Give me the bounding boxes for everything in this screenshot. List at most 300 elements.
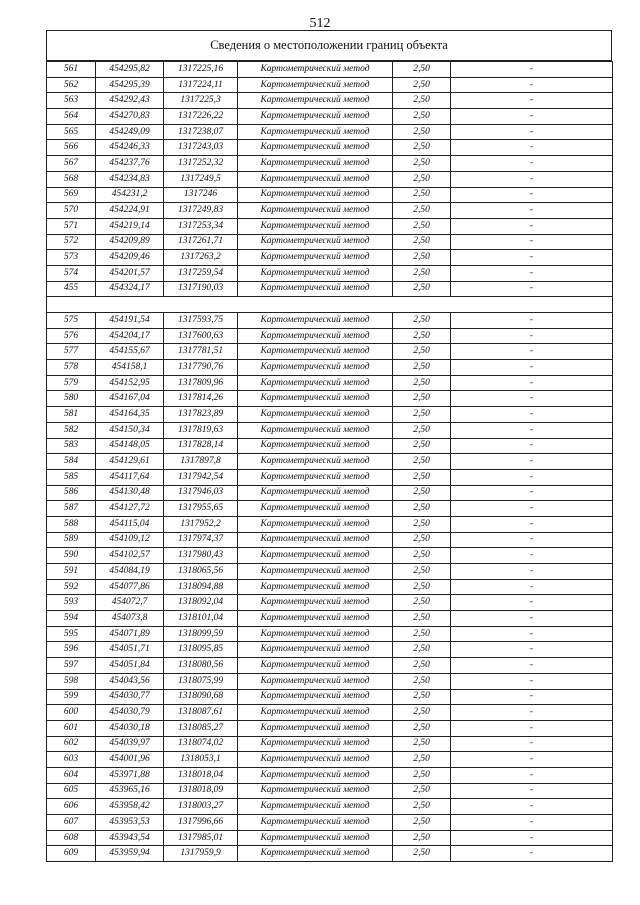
x-coordinate-cell: 454167,04	[96, 391, 164, 407]
accuracy-cell: 2,50	[393, 62, 451, 78]
table-row	[47, 391, 613, 407]
description-cell: -	[451, 611, 613, 627]
accuracy-cell: 2,50	[393, 501, 451, 517]
table-row	[47, 752, 613, 768]
point-number-cell: 587	[47, 501, 96, 517]
description-cell: -	[451, 344, 613, 360]
y-coordinate-cell: 1317974,37	[164, 532, 238, 548]
point-number-cell: 583	[47, 438, 96, 454]
point-number-cell: 584	[47, 454, 96, 470]
x-coordinate-cell: 453958,42	[96, 799, 164, 815]
separator-cell	[47, 297, 613, 313]
point-number-cell: 573	[47, 250, 96, 266]
table-row	[47, 658, 613, 674]
point-number-cell: 590	[47, 548, 96, 564]
accuracy-cell: 2,50	[393, 328, 451, 344]
y-coordinate-cell: 1317259,54	[164, 265, 238, 281]
x-coordinate-cell: 454270,83	[96, 109, 164, 125]
accuracy-cell: 2,50	[393, 203, 451, 219]
description-cell: -	[451, 250, 613, 266]
y-coordinate-cell: 1318080,56	[164, 658, 238, 674]
x-coordinate-cell: 454129,61	[96, 454, 164, 470]
description-cell: -	[451, 579, 613, 595]
x-coordinate-cell: 454039,97	[96, 736, 164, 752]
table-row	[47, 77, 613, 93]
table-row	[47, 595, 613, 611]
x-coordinate-cell: 454043,56	[96, 673, 164, 689]
table-row	[47, 767, 613, 783]
table-row	[47, 124, 613, 140]
method-cell: Картометрический метод	[238, 328, 393, 344]
description-cell: -	[451, 109, 613, 125]
description-cell: -	[451, 736, 613, 752]
method-cell: Картометрический метод	[238, 218, 393, 234]
method-cell: Картометрический метод	[238, 799, 393, 815]
point-number-cell: 571	[47, 218, 96, 234]
method-cell: Картометрический метод	[238, 344, 393, 360]
point-number-cell: 606	[47, 799, 96, 815]
description-cell: -	[451, 313, 613, 329]
point-number-cell: 601	[47, 720, 96, 736]
y-coordinate-cell: 1317190,03	[164, 281, 238, 297]
y-coordinate-cell: 1317225,3	[164, 93, 238, 109]
accuracy-cell: 2,50	[393, 658, 451, 674]
accuracy-cell: 2,50	[393, 93, 451, 109]
x-coordinate-cell: 454201,57	[96, 265, 164, 281]
x-coordinate-cell: 454030,79	[96, 705, 164, 721]
method-cell: Картометрический метод	[238, 171, 393, 187]
method-cell: Картометрический метод	[238, 124, 393, 140]
point-number-cell: 579	[47, 375, 96, 391]
table-row	[47, 344, 613, 360]
y-coordinate-cell: 1317952,2	[164, 516, 238, 532]
y-coordinate-cell: 1317238,07	[164, 124, 238, 140]
description-cell: -	[451, 187, 613, 203]
separator-row	[47, 297, 613, 313]
description-cell: -	[451, 767, 613, 783]
method-cell: Картометрический метод	[238, 156, 393, 172]
accuracy-cell: 2,50	[393, 265, 451, 281]
y-coordinate-cell: 1317225,16	[164, 62, 238, 78]
y-coordinate-cell: 1318075,99	[164, 673, 238, 689]
table-row	[47, 516, 613, 532]
accuracy-cell: 2,50	[393, 344, 451, 360]
method-cell: Картометрический метод	[238, 454, 393, 470]
method-cell: Картометрический метод	[238, 626, 393, 642]
description-cell: -	[451, 203, 613, 219]
point-number-cell: 580	[47, 391, 96, 407]
point-number-cell: 562	[47, 77, 96, 93]
y-coordinate-cell: 1318074,02	[164, 736, 238, 752]
y-coordinate-cell: 1318092,04	[164, 595, 238, 611]
x-coordinate-cell: 454109,12	[96, 532, 164, 548]
description-cell: -	[451, 815, 613, 831]
accuracy-cell: 2,50	[393, 673, 451, 689]
x-coordinate-cell: 454084,19	[96, 564, 164, 580]
x-coordinate-cell: 454324,17	[96, 281, 164, 297]
x-coordinate-cell: 454051,71	[96, 642, 164, 658]
y-coordinate-cell: 1317819,63	[164, 422, 238, 438]
point-number-cell: 603	[47, 752, 96, 768]
x-coordinate-cell: 454295,39	[96, 77, 164, 93]
y-coordinate-cell: 1317897,8	[164, 454, 238, 470]
y-coordinate-cell: 1318085,27	[164, 720, 238, 736]
accuracy-cell: 2,50	[393, 736, 451, 752]
table-row	[47, 218, 613, 234]
x-coordinate-cell: 454219,14	[96, 218, 164, 234]
table-body-bottom	[47, 313, 613, 862]
y-coordinate-cell: 1317249,83	[164, 203, 238, 219]
y-coordinate-cell: 1317809,96	[164, 375, 238, 391]
description-cell: -	[451, 485, 613, 501]
method-cell: Картометрический метод	[238, 611, 393, 627]
table-row	[47, 548, 613, 564]
table-row	[47, 360, 613, 376]
table-row	[47, 281, 613, 297]
x-coordinate-cell: 454249,09	[96, 124, 164, 140]
point-number-cell: 586	[47, 485, 96, 501]
y-coordinate-cell: 1317996,66	[164, 815, 238, 831]
point-number-cell: 576	[47, 328, 96, 344]
y-coordinate-cell: 1317243,03	[164, 140, 238, 156]
x-coordinate-cell: 454191,54	[96, 313, 164, 329]
accuracy-cell: 2,50	[393, 846, 451, 862]
table-body-top	[47, 62, 613, 297]
description-cell: -	[451, 375, 613, 391]
method-cell: Картометрический метод	[238, 830, 393, 846]
description-cell: -	[451, 548, 613, 564]
accuracy-cell: 2,50	[393, 234, 451, 250]
description-cell: -	[451, 77, 613, 93]
point-number-cell: 597	[47, 658, 96, 674]
x-coordinate-cell: 454150,34	[96, 422, 164, 438]
accuracy-cell: 2,50	[393, 360, 451, 376]
y-coordinate-cell: 1318094,88	[164, 579, 238, 595]
point-number-cell: 570	[47, 203, 96, 219]
accuracy-cell: 2,50	[393, 109, 451, 125]
x-coordinate-cell: 454102,57	[96, 548, 164, 564]
method-cell: Картометрический метод	[238, 720, 393, 736]
point-number-cell: 598	[47, 673, 96, 689]
x-coordinate-cell: 454130,48	[96, 485, 164, 501]
method-cell: Картометрический метод	[238, 391, 393, 407]
point-number-cell: 591	[47, 564, 96, 580]
x-coordinate-cell: 454292,43	[96, 93, 164, 109]
x-coordinate-cell: 454073,8	[96, 611, 164, 627]
accuracy-cell: 2,50	[393, 611, 451, 627]
point-number-cell: 605	[47, 783, 96, 799]
y-coordinate-cell: 1317263,2	[164, 250, 238, 266]
x-coordinate-cell: 454030,18	[96, 720, 164, 736]
table-row	[47, 375, 613, 391]
accuracy-cell: 2,50	[393, 187, 451, 203]
x-coordinate-cell: 454237,76	[96, 156, 164, 172]
accuracy-cell: 2,50	[393, 485, 451, 501]
description-cell: -	[451, 62, 613, 78]
accuracy-cell: 2,50	[393, 548, 451, 564]
y-coordinate-cell: 1318095,85	[164, 642, 238, 658]
table-row	[47, 689, 613, 705]
accuracy-cell: 2,50	[393, 830, 451, 846]
y-coordinate-cell: 1317249,5	[164, 171, 238, 187]
point-number-cell: 594	[47, 611, 96, 627]
y-coordinate-cell: 1318018,09	[164, 783, 238, 799]
x-coordinate-cell: 454001,96	[96, 752, 164, 768]
accuracy-cell: 2,50	[393, 438, 451, 454]
table-header: Сведения о местоположении границ объекта	[46, 30, 612, 61]
description-cell: -	[451, 658, 613, 674]
accuracy-cell: 2,50	[393, 642, 451, 658]
x-coordinate-cell: 453943,54	[96, 830, 164, 846]
accuracy-cell: 2,50	[393, 767, 451, 783]
table-row	[47, 234, 613, 250]
method-cell: Картометрический метод	[238, 516, 393, 532]
method-cell: Картометрический метод	[238, 93, 393, 109]
table-row	[47, 783, 613, 799]
table-row	[47, 454, 613, 470]
description-cell: -	[451, 422, 613, 438]
table-row	[47, 328, 613, 344]
accuracy-cell: 2,50	[393, 422, 451, 438]
x-coordinate-cell: 454209,89	[96, 234, 164, 250]
method-cell: Картометрический метод	[238, 767, 393, 783]
table-row	[47, 203, 613, 219]
table-row	[47, 469, 613, 485]
description-cell: -	[451, 595, 613, 611]
coordinates-table	[46, 61, 613, 862]
description-cell: -	[451, 501, 613, 517]
accuracy-cell: 2,50	[393, 281, 451, 297]
method-cell: Картометрический метод	[238, 783, 393, 799]
method-cell: Картометрический метод	[238, 234, 393, 250]
method-cell: Картометрический метод	[238, 485, 393, 501]
table-row	[47, 171, 613, 187]
table-row	[47, 705, 613, 721]
description-cell: -	[451, 689, 613, 705]
point-number-cell: 455	[47, 281, 96, 297]
point-number-cell: 581	[47, 407, 96, 423]
method-cell: Картометрический метод	[238, 642, 393, 658]
description-cell: -	[451, 93, 613, 109]
table-row	[47, 485, 613, 501]
description-cell: -	[451, 234, 613, 250]
table-row	[47, 109, 613, 125]
method-cell: Картометрический метод	[238, 564, 393, 580]
x-coordinate-cell: 454209,46	[96, 250, 164, 266]
method-cell: Картометрический метод	[238, 532, 393, 548]
point-number-cell: 595	[47, 626, 96, 642]
description-cell: -	[451, 752, 613, 768]
method-cell: Картометрический метод	[238, 281, 393, 297]
table-row	[47, 846, 613, 862]
y-coordinate-cell: 1317823,89	[164, 407, 238, 423]
table-row	[47, 250, 613, 266]
point-number-cell: 566	[47, 140, 96, 156]
x-coordinate-cell: 454117,64	[96, 469, 164, 485]
x-coordinate-cell: 454051,84	[96, 658, 164, 674]
y-coordinate-cell: 1317246	[164, 187, 238, 203]
y-coordinate-cell: 1318003,27	[164, 799, 238, 815]
x-coordinate-cell: 454246,33	[96, 140, 164, 156]
x-coordinate-cell: 454158,1	[96, 360, 164, 376]
accuracy-cell: 2,50	[393, 752, 451, 768]
point-number-cell: 599	[47, 689, 96, 705]
table-row	[47, 799, 613, 815]
y-coordinate-cell: 1318090,68	[164, 689, 238, 705]
description-cell: -	[451, 564, 613, 580]
accuracy-cell: 2,50	[393, 626, 451, 642]
table-row	[47, 626, 613, 642]
description-cell: -	[451, 156, 613, 172]
accuracy-cell: 2,50	[393, 516, 451, 532]
point-number-cell: 575	[47, 313, 96, 329]
x-coordinate-cell: 454148,05	[96, 438, 164, 454]
description-cell: -	[451, 171, 613, 187]
method-cell: Картометрический метод	[238, 579, 393, 595]
x-coordinate-cell: 454115,04	[96, 516, 164, 532]
x-coordinate-cell: 454152,95	[96, 375, 164, 391]
y-coordinate-cell: 1317985,01	[164, 830, 238, 846]
method-cell: Картометрический метод	[238, 548, 393, 564]
y-coordinate-cell: 1317790,76	[164, 360, 238, 376]
table-row	[47, 673, 613, 689]
y-coordinate-cell: 1317253,34	[164, 218, 238, 234]
method-cell: Картометрический метод	[238, 705, 393, 721]
description-cell: -	[451, 673, 613, 689]
method-cell: Картометрический метод	[238, 736, 393, 752]
accuracy-cell: 2,50	[393, 815, 451, 831]
method-cell: Картометрический метод	[238, 673, 393, 689]
point-number-cell: 567	[47, 156, 96, 172]
point-number-cell: 572	[47, 234, 96, 250]
point-number-cell: 577	[47, 344, 96, 360]
y-coordinate-cell: 1317980,43	[164, 548, 238, 564]
accuracy-cell: 2,50	[393, 77, 451, 93]
method-cell: Картометрический метод	[238, 375, 393, 391]
description-cell: -	[451, 281, 613, 297]
method-cell: Картометрический метод	[238, 109, 393, 125]
table-row	[47, 93, 613, 109]
y-coordinate-cell: 1317593,75	[164, 313, 238, 329]
x-coordinate-cell: 454224,91	[96, 203, 164, 219]
accuracy-cell: 2,50	[393, 454, 451, 470]
point-number-cell: 561	[47, 62, 96, 78]
table-row	[47, 736, 613, 752]
table-row	[47, 438, 613, 454]
description-cell: -	[451, 846, 613, 862]
point-number-cell: 600	[47, 705, 96, 721]
accuracy-cell: 2,50	[393, 250, 451, 266]
table-row	[47, 313, 613, 329]
accuracy-cell: 2,50	[393, 391, 451, 407]
y-coordinate-cell: 1318018,04	[164, 767, 238, 783]
table-row	[47, 265, 613, 281]
x-coordinate-cell: 453965,16	[96, 783, 164, 799]
x-coordinate-cell: 454155,67	[96, 344, 164, 360]
description-cell: -	[451, 391, 613, 407]
x-coordinate-cell: 454204,17	[96, 328, 164, 344]
accuracy-cell: 2,50	[393, 705, 451, 721]
y-coordinate-cell: 1318053,1	[164, 752, 238, 768]
x-coordinate-cell: 453953,53	[96, 815, 164, 831]
accuracy-cell: 2,50	[393, 532, 451, 548]
accuracy-cell: 2,50	[393, 140, 451, 156]
method-cell: Картометрический метод	[238, 77, 393, 93]
x-coordinate-cell: 454234,83	[96, 171, 164, 187]
method-cell: Картометрический метод	[238, 187, 393, 203]
y-coordinate-cell: 1317261,71	[164, 234, 238, 250]
description-cell: -	[451, 626, 613, 642]
x-coordinate-cell: 454030,77	[96, 689, 164, 705]
y-coordinate-cell: 1317946,03	[164, 485, 238, 501]
accuracy-cell: 2,50	[393, 564, 451, 580]
point-number-cell: 563	[47, 93, 96, 109]
y-coordinate-cell: 1317942,54	[164, 469, 238, 485]
description-cell: -	[451, 516, 613, 532]
y-coordinate-cell: 1317814,26	[164, 391, 238, 407]
x-coordinate-cell: 454072,7	[96, 595, 164, 611]
description-cell: -	[451, 642, 613, 658]
description-cell: -	[451, 830, 613, 846]
description-cell: -	[451, 799, 613, 815]
accuracy-cell: 2,50	[393, 720, 451, 736]
table-row	[47, 501, 613, 517]
point-number-cell: 608	[47, 830, 96, 846]
method-cell: Картометрический метод	[238, 658, 393, 674]
description-cell: -	[451, 783, 613, 799]
method-cell: Картометрический метод	[238, 438, 393, 454]
method-cell: Картометрический метод	[238, 265, 393, 281]
accuracy-cell: 2,50	[393, 156, 451, 172]
y-coordinate-cell: 1318099,59	[164, 626, 238, 642]
point-number-cell: 593	[47, 595, 96, 611]
y-coordinate-cell: 1317959,9	[164, 846, 238, 862]
method-cell: Картометрический метод	[238, 62, 393, 78]
table-row	[47, 407, 613, 423]
point-number-cell: 569	[47, 187, 96, 203]
table-row	[47, 422, 613, 438]
y-coordinate-cell: 1317252,32	[164, 156, 238, 172]
description-cell: -	[451, 218, 613, 234]
method-cell: Картометрический метод	[238, 250, 393, 266]
point-number-cell: 602	[47, 736, 96, 752]
accuracy-cell: 2,50	[393, 171, 451, 187]
table-row	[47, 830, 613, 846]
method-cell: Картометрический метод	[238, 469, 393, 485]
table-row	[47, 611, 613, 627]
description-cell: -	[451, 360, 613, 376]
x-coordinate-cell: 454077,86	[96, 579, 164, 595]
point-number-cell: 585	[47, 469, 96, 485]
point-number-cell: 578	[47, 360, 96, 376]
page-number: 512	[309, 16, 331, 31]
y-coordinate-cell: 1318065,56	[164, 564, 238, 580]
description-cell: -	[451, 328, 613, 344]
description-cell: -	[451, 140, 613, 156]
x-coordinate-cell: 454071,89	[96, 626, 164, 642]
x-coordinate-cell: 453971,88	[96, 767, 164, 783]
point-number-cell: 596	[47, 642, 96, 658]
point-number-cell: 607	[47, 815, 96, 831]
point-number-cell: 582	[47, 422, 96, 438]
point-number-cell: 564	[47, 109, 96, 125]
table-separator	[47, 297, 613, 313]
x-coordinate-cell: 454295,82	[96, 62, 164, 78]
method-cell: Картометрический метод	[238, 815, 393, 831]
accuracy-cell: 2,50	[393, 689, 451, 705]
point-number-cell: 604	[47, 767, 96, 783]
description-cell: -	[451, 265, 613, 281]
